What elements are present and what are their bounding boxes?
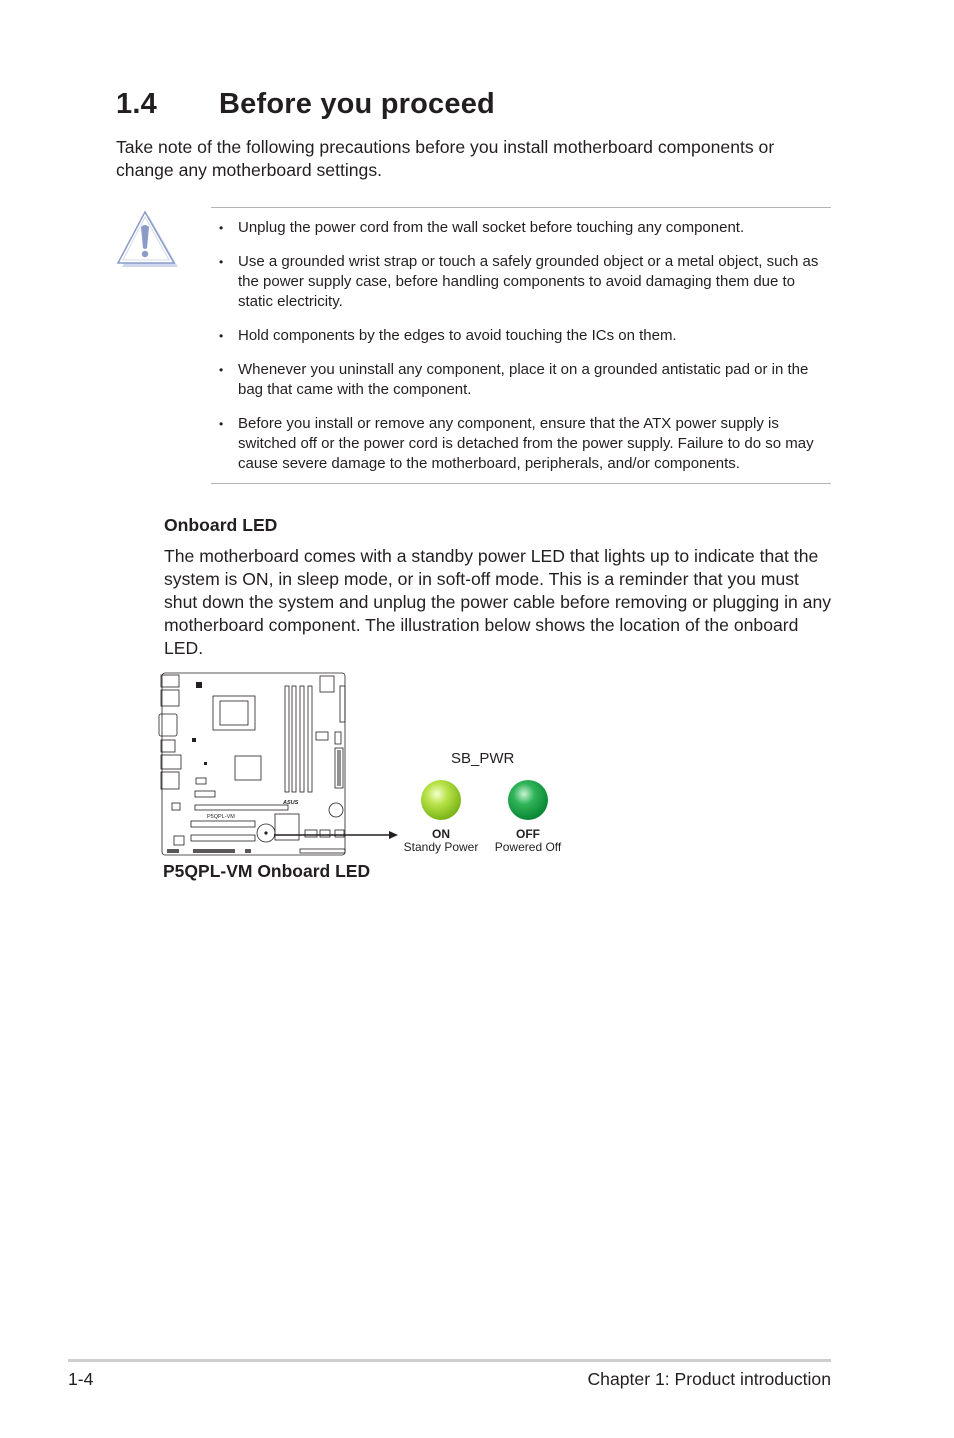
motherboard-illustration	[155, 670, 405, 860]
caution-triangle-icon	[116, 210, 178, 268]
chapter-title: Chapter 1: Product introduction	[587, 1369, 831, 1389]
led-name-label: SB_PWR	[451, 750, 515, 767]
bullet-icon: •	[219, 255, 224, 269]
led-on-description: Standy Power	[403, 840, 479, 854]
intro-paragraph: Take note of the following precautions before you install motherboard components or change any motherboard settings.	[116, 137, 775, 180]
bullet-icon: •	[219, 221, 224, 235]
caution-top-rule	[211, 207, 831, 208]
led-on-indicator	[421, 780, 461, 820]
section-number: 1.4	[116, 88, 157, 120]
list-item: • Whenever you uninstall any component, place it on a grounded antistatic pad or in the bag that came with the component.	[219, 361, 809, 398]
section-heading	[116, 88, 495, 121]
led-off-description: Powered Off	[494, 840, 562, 854]
bullet-icon: •	[219, 329, 224, 343]
list-item: • Hold components by the edges to avoid touching the ICs on them.	[219, 327, 677, 344]
footer-rule	[68, 1359, 831, 1362]
asus-logo-mark: ASUS	[283, 800, 299, 806]
figure-caption: P5QPL-VM Onboard LED	[163, 861, 371, 881]
onboard-led-heading: Onboard LED	[164, 515, 278, 535]
onboard-led-paragraph: The motherboard comes with a standby power LED that lights up to indicate that the system is ON, in sleep mode, or in soft-off mode. This is a reminder that you must shut down the system and unplug the power cable before removing or plugging in any motherboard component. The illustration below shows the location of the onboard LED.	[164, 546, 832, 658]
caution-bottom-rule	[211, 483, 831, 484]
bullet-icon: •	[219, 417, 224, 431]
section-title: Before you proceed	[219, 88, 495, 120]
board-model-label: P5QPL-VM	[207, 814, 235, 820]
led-off-state: OFF	[516, 827, 540, 841]
list-item: • Use a grounded wrist strap or touch a safely grounded object or a metal object, such as the power supply case, before handling components to avoid damaging them due to static electricity.	[219, 253, 819, 310]
led-on-state: ON	[432, 827, 450, 841]
led-off-indicator	[508, 780, 548, 820]
precautions-list	[218, 218, 830, 488]
bullet-icon: •	[219, 363, 224, 377]
list-item: • Unplug the power cord from the wall socket before touching any component.	[219, 219, 745, 236]
page-number: 1-4	[68, 1369, 94, 1389]
list-item: • Before you install or remove any component, ensure that the ATX power supply is switched off or the power cord is detached from the power supply. Failure to do so may cause severe damage to the motherboard, peripherals, and/or components.	[219, 415, 814, 472]
